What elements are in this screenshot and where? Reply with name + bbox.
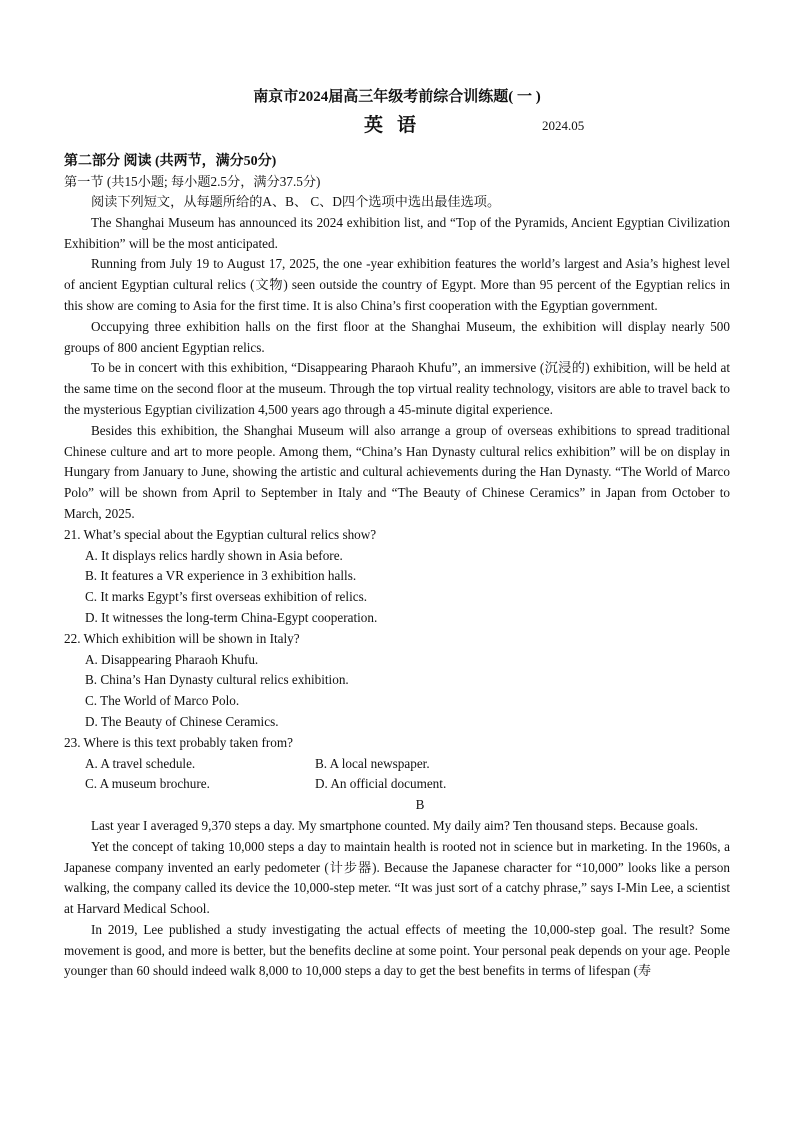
q21-option-d: D. It witnesses the long-term China-Egypt cooperation. <box>85 609 378 625</box>
q22-option-b: B. China’s Han Dynasty cultural relics exhibition. <box>85 672 349 688</box>
question-21: 21. What’s special about the Egyptian cultural relics show? <box>64 526 377 542</box>
passage-b-paragraph: In 2019, Lee published a study investigating the actual effects of meeting the 10,000-step goal. The result? Some movement is good, and more is better, but the benefits decline at some point. Your personal peak depends on your age. People younger than 60 should indeed walk 8,000 to 10,000 steps a day to get the best benefits in terms of lifespan (寿 <box>64 921 730 979</box>
passage-a-paragraph: To be in concert with this exhibition, “Disappearing Pharaoh Khufu”, an immersive (沉浸的) exhibition, will be held at the same time on the second floor at the museum. Through the top virtual reality technology, visitors are able to travel back to the mysterious Egyptian civilization 4,500 years ago through a 45-minute digital experience. <box>64 360 730 417</box>
exam-title: 南京市2024届高三年级考前综合训练题( 一 ) <box>253 89 541 105</box>
passage-a-paragraph: Running from July 19 to August 17, 2025, the one -year exhibition features the world’s largest and Asia’s highest level of ancient Egyptian cultural relics (文物) seen outside the country of Egypt. More than 95 percent of the Egyptian relics in this show are coming to Asia for the first time. It is also China’s first cooperation with the Egyptian government. <box>64 256 730 313</box>
passage-b-paragraph: Last year I averaged 9,370 steps a day. My smartphone counted. My daily aim? Ten thousand steps. Because goals. <box>91 817 699 833</box>
q22-option-c: C. The World of Marco Polo. <box>85 693 240 709</box>
question-22: 22. Which exhibition will be shown in Italy? <box>64 630 300 646</box>
subject-heading: 英语 <box>363 115 430 136</box>
passage-b-paragraph: Yet the concept of taking 10,000 steps a day to maintain health is rooted not in science but in marketing. In the 1960s, a Japanese company invented an early pedometer (计步器). Because the Japanese character for “10,000” looks like a person walking, the company called its device the 10,000-step meter. “It was just sort of a catchy phrase,” says I-Min Lee, a scientist at Harvard Medical School. <box>64 838 730 917</box>
q23-option-b: B. A local newspaper. <box>315 755 430 771</box>
instruction: 阅读下列短文，从每题所给的A、B、 C、D四个选项中选出最佳选项。 <box>91 194 501 209</box>
q23-option-a: A. A travel schedule. <box>85 755 196 771</box>
q23-option-d: D. An official document. <box>315 776 447 792</box>
part-one-title: 第一节 (共15小题; 每小题2.5分，满分37.5分) <box>64 174 321 189</box>
passage-a-paragraph: Occupying three exhibition halls on the first floor at the Shanghai Museum, the exhibition will display nearly 500 groups of 800 ancient Egyptian relics. <box>64 318 730 355</box>
question-23: 23. Where is this text probably taken from? <box>64 734 294 750</box>
passage-a-paragraph: The Shanghai Museum has announced its 2024 exhibition list, and “Top of the Pyramids, Ancient Egyptian Civilization Exhibition” will be the most anticipated. <box>64 214 730 251</box>
q21-option-c: C. It marks Egypt’s first overseas exhibition of relics. <box>85 589 368 605</box>
exam-page <box>64 88 730 982</box>
subject-row <box>64 114 730 140</box>
passage-a-paragraph: Besides this exhibition, the Shanghai Museum will also arrange a group of overseas exhibitions to spread traditional Chinese culture and art to more people. Among them, “China’s Han Dynasty cultural relics exhibition” will be on display in Hungary from January to June, showing the artistic and cultural achievements during the Han Dynasty. “The World of Marco Polo” will be shown from April to September in Italy and “The Beauty of Chinese Ceramics” in Japan from October to March, 2025. <box>64 422 730 521</box>
section-title: 第二部分 阅读 (共两节，满分50分) <box>64 154 277 169</box>
passage-b-label: B <box>415 797 425 813</box>
q22-option-d: D. The Beauty of Chinese Ceramics. <box>85 713 279 729</box>
q22-option-a: A. Disappearing Pharaoh Khufu. <box>85 651 259 667</box>
exam-date: 2024.05 <box>542 118 585 133</box>
q21-option-a: A. It displays relics hardly shown in Asia before. <box>85 547 343 563</box>
q23-options <box>64 754 730 796</box>
q21-option-b: B. It features a VR experience in 3 exhibition halls. <box>85 568 357 584</box>
q23-option-c: C. A museum brochure. <box>85 776 210 792</box>
